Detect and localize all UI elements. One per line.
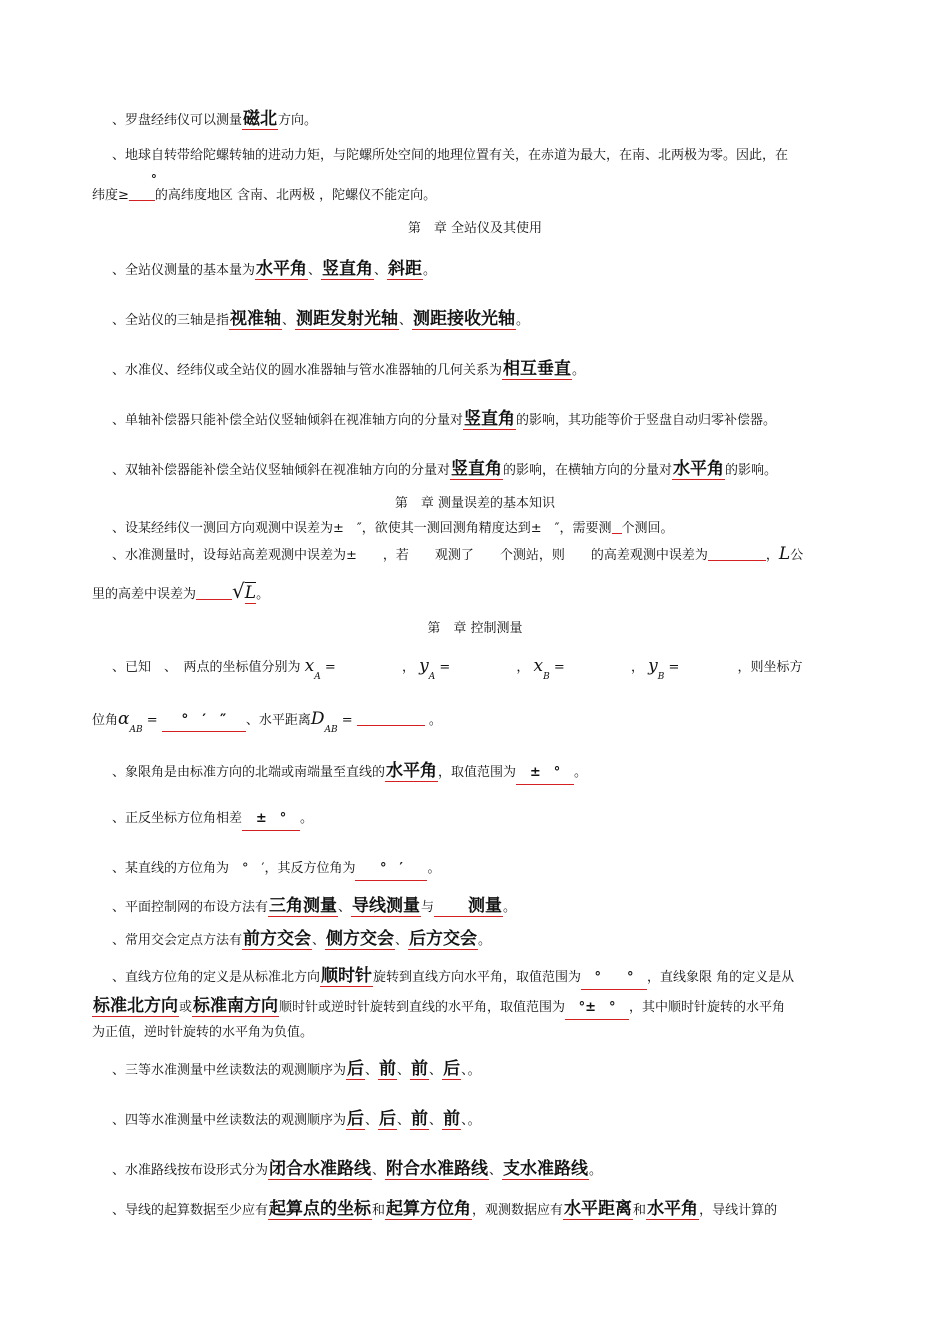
q-fourth-order-leveling (112, 1108, 882, 1132)
question-text: 的影响，其功能等价于竖盘自动归零补偿器。 (516, 413, 777, 428)
chapter-heading: 第 章 测量误差的基本知识 (394, 496, 556, 511)
math-symbol: L (244, 583, 257, 603)
question-text: = (439, 660, 451, 675)
question-text: 。 (256, 587, 270, 602)
answer: 水平角 (386, 761, 438, 781)
answer: 前 (379, 1059, 397, 1079)
answer-blank (357, 711, 425, 726)
question-text: 或 (179, 1000, 193, 1015)
answer: 后 (347, 1109, 365, 1129)
question-text: ， (630, 660, 644, 675)
question-text: 的影响。 (725, 463, 778, 478)
question-text: 和 (372, 1203, 386, 1218)
question-text: 、常用交会定点方法有 (112, 933, 243, 948)
answer-blank: ° ° (581, 967, 647, 990)
answer-blank: ° ′ (355, 858, 427, 881)
answer: 后方交会 (409, 929, 478, 949)
answer: 相互垂直 (503, 359, 572, 379)
question-text: 、水准路线按布设形式分为 (112, 1163, 269, 1178)
answer: 磁北 (243, 109, 278, 129)
answer: 前 (411, 1059, 429, 1079)
answer: 视准轴 (230, 309, 282, 329)
math-symbol: L (778, 544, 791, 564)
question-text: 。 (428, 713, 442, 728)
question-text: 。 (300, 811, 314, 826)
q-gyro-cont (92, 172, 862, 207)
question-text: 、 (372, 1163, 386, 1178)
question-text: 。 (572, 363, 586, 378)
question-text: 、 (365, 1063, 379, 1078)
answer: 闭合水准路线 (269, 1159, 372, 1179)
question-text: 与 (421, 900, 435, 915)
question-text: = (146, 713, 158, 728)
q-reverse-azimuth (112, 858, 882, 881)
answer: 水平角 (673, 459, 725, 479)
answer: 侧方交会 (326, 929, 395, 949)
q-control-network (112, 895, 882, 919)
question-text: 、三等水准测量中丝读数法的观测顺序为 (112, 1063, 347, 1078)
question-text: ，导线计算的 (699, 1203, 778, 1218)
question-text: 、 (308, 263, 322, 278)
q-total-station-quantities (112, 258, 882, 282)
q-leveling-error-cont (92, 580, 862, 606)
question-text: 顺时针或逆时针旋转到直线的水平角，取值范围为 (279, 1000, 566, 1015)
answer: 前 (443, 1109, 461, 1129)
q-third-order-leveling (112, 1058, 882, 1082)
question-text: 、。 (461, 1063, 481, 1078)
question-text: 、 (365, 1113, 379, 1128)
answer: 三角测量 (269, 896, 338, 916)
math-symbol: B (543, 672, 550, 682)
question-text: 旋转到直线方向水平角，取值范围为 (373, 970, 582, 985)
math-symbol: x (304, 656, 315, 676)
question-text: 个测回。 (621, 521, 674, 536)
question-text: 、。 (461, 1113, 481, 1128)
answer: 斜距 (388, 259, 423, 279)
math-symbol: y (648, 656, 658, 676)
q-azimuth-result (92, 708, 862, 741)
question-text: 、地球自转带给陀螺转轴的进动力矩，与陀螺所处空间的地理位置有关，在赤道为最大，在南、北两极为零。因此，在 (112, 148, 789, 163)
math-symbol: A (314, 672, 321, 682)
question-text: 、全站仪测量的基本量为 (112, 263, 256, 278)
question-text: 、象限角是由标准方向的北端或南端量至直线的 (112, 765, 386, 780)
question-text: 、 (397, 1113, 411, 1128)
chapter-heading: 第 章 控制测量 (427, 621, 523, 636)
q-azimuth-definition-end: 为正值，逆时针旋转的水平角为负值。 (92, 1025, 314, 1040)
question-text: 、 (397, 1063, 411, 1078)
q-coordinates (112, 655, 882, 688)
q-theodolite-rounds (112, 518, 882, 540)
question-text: 、 (399, 313, 413, 328)
answer-blank (708, 546, 766, 561)
answer: 前 (411, 1109, 429, 1129)
question-text: 、 (489, 1163, 503, 1178)
question-text: 和 (633, 1203, 647, 1218)
q-quadrant-angle (112, 760, 882, 785)
answer: 水平角 (647, 1199, 699, 1219)
question-text: = (324, 660, 336, 675)
question-text: 、水平距离 (245, 713, 311, 728)
q-leveling-error (112, 543, 882, 567)
question-text: 、双轴补偿器能补偿全站仪竖轴倾斜在视准轴方向的分量对 (112, 463, 451, 478)
question-text: 、 (312, 933, 326, 948)
question-text: ， (516, 660, 530, 675)
question-text: 的高纬度地区 含南、北两极 ，陀螺仪不能定向。 (154, 188, 437, 203)
math-symbol: AB (129, 725, 143, 735)
answer: 水平距离 (564, 1199, 633, 1219)
answer-blank (129, 172, 157, 201)
answer: 后 (443, 1059, 461, 1079)
q-three-axes (112, 308, 882, 332)
chapter-heading: 第 章 全站仪及其使用 (407, 221, 543, 236)
question-text: 的影响，在横轴方向的分量对 (503, 463, 673, 478)
question-text: ，则坐标方 (737, 660, 803, 675)
question-text: 位角 (92, 713, 119, 728)
answer: 测距发射光轴 (296, 309, 399, 329)
answer: 竖直角 (451, 459, 503, 479)
question-text: 、导线的起算数据至少应有 (112, 1203, 269, 1218)
question-text: 。 (589, 1163, 603, 1178)
answer: 后 (347, 1059, 365, 1079)
answer: 竖直角 (464, 409, 516, 429)
question-text: 。 (516, 313, 530, 328)
question-text: 、 (338, 900, 352, 915)
answer: 导线测量 (352, 896, 421, 916)
question-text: 、 (429, 1063, 443, 1078)
answer: 附合水准路线 (386, 1159, 489, 1179)
question-text: 、单轴补偿器只能补偿全站仪竖轴倾斜在视准轴方向的分量对 (112, 413, 464, 428)
question-text: = (341, 713, 353, 728)
answer: 支水准路线 (503, 1159, 589, 1179)
q-gyro (112, 145, 882, 167)
answer-blank: ± ° (516, 762, 574, 785)
question-text: 、 (282, 313, 296, 328)
question-text: = (668, 660, 680, 675)
math-symbol: A (428, 672, 436, 682)
q-compass (112, 108, 882, 132)
answer: 水平角 (256, 259, 308, 279)
question-text: 、 (374, 263, 388, 278)
question-text: 、 (395, 933, 409, 948)
q-dual-axis (112, 458, 882, 482)
question-text: ，其中顺时针旋转的水平角 (629, 1000, 786, 1015)
q-azimuth-definition (112, 965, 882, 990)
question-text: 、水准测量时，设每站高差观测中误差为± ，若 观测了 个测站，则 的高差观测中误差为 (112, 548, 708, 563)
q-traverse-data (112, 1198, 882, 1222)
answer: 测距接收光轴 (413, 309, 516, 329)
q-single-axis (112, 408, 882, 432)
q-intersection (112, 928, 882, 952)
question-text: √ (232, 579, 245, 603)
math-symbol: D (310, 709, 325, 729)
answer: 竖直角 (322, 259, 374, 279)
question-text: 、直线方位角的定义是从标准北方向 (112, 970, 321, 985)
question-text: ° (150, 172, 157, 186)
question-text: 公 (790, 548, 804, 563)
question-text: = (553, 660, 565, 675)
q-bubble-axes (112, 358, 882, 382)
answer-blank: ° ′ ″ (162, 709, 246, 732)
question-text: 方向。 (278, 113, 318, 128)
question-text: 里的高差中误差为 (92, 587, 197, 602)
answer: 后 (379, 1109, 397, 1129)
question-text: 、平面控制网的布设方法有 (112, 900, 269, 915)
question-text: 。 (427, 861, 441, 876)
question-text: 、正反坐标方位角相差 (112, 811, 243, 826)
question-text: ，观测数据应有 (472, 1203, 564, 1218)
math-symbol: x (533, 656, 544, 676)
math-symbol: B (657, 672, 665, 682)
answer: 标准南方向 (193, 996, 279, 1016)
answer: 顺时针 (321, 966, 373, 986)
question-text: 。 (574, 765, 588, 780)
question-text: 、罗盘经纬仪可以测量 (112, 113, 243, 128)
question-text: ， (765, 548, 779, 563)
question-text: ， (401, 660, 415, 675)
question-text: 、四等水准测量中丝读数法的观测顺序为 (112, 1113, 347, 1128)
q-azimuth-definition-cont (92, 995, 862, 1020)
answer: 前方交会 (243, 929, 312, 949)
question-text: 、水准仪、经纬仪或全站仪的圆水准器轴与管水准器轴的几何关系为 (112, 363, 503, 378)
answer: 测量 (434, 896, 503, 917)
question-text: 、某直线的方位角为 ° ′，其反方位角为 (112, 861, 356, 876)
answer: 起算点的坐标 (269, 1199, 372, 1219)
question-text: 。 (478, 933, 492, 948)
answer: 标准北方向 (93, 996, 178, 1016)
math-symbol: y (419, 656, 429, 676)
answer-blank: ± ° (242, 808, 300, 831)
question-text: 。 (503, 900, 517, 915)
question-text: 、 (429, 1113, 443, 1128)
answer-blank (196, 585, 232, 600)
question-text: 、已知 、 两点的坐标值分别为 (112, 660, 301, 675)
question-text: 、全站仪的三轴是指 (112, 313, 230, 328)
answer-blank: °± ° (565, 997, 629, 1020)
question-text: 、设某经纬仪一测回方向观测中误差为± ″，欲使其一测回测角精度达到± ″，需要测 (112, 521, 612, 536)
question-text: 纬度≥ (92, 188, 129, 203)
answer-blank (612, 519, 622, 534)
question-text: ，取值范围为 (438, 765, 517, 780)
math-symbol: α (118, 709, 130, 729)
q-leveling-routes (112, 1158, 882, 1182)
question-text: 。 (423, 263, 437, 278)
question-text: ，直线象限 角的定义是从 (647, 970, 795, 985)
answer: 起算方位角 (386, 1199, 472, 1219)
math-symbol: AB (324, 725, 338, 735)
q-reverse-azimuth-diff (112, 808, 882, 831)
